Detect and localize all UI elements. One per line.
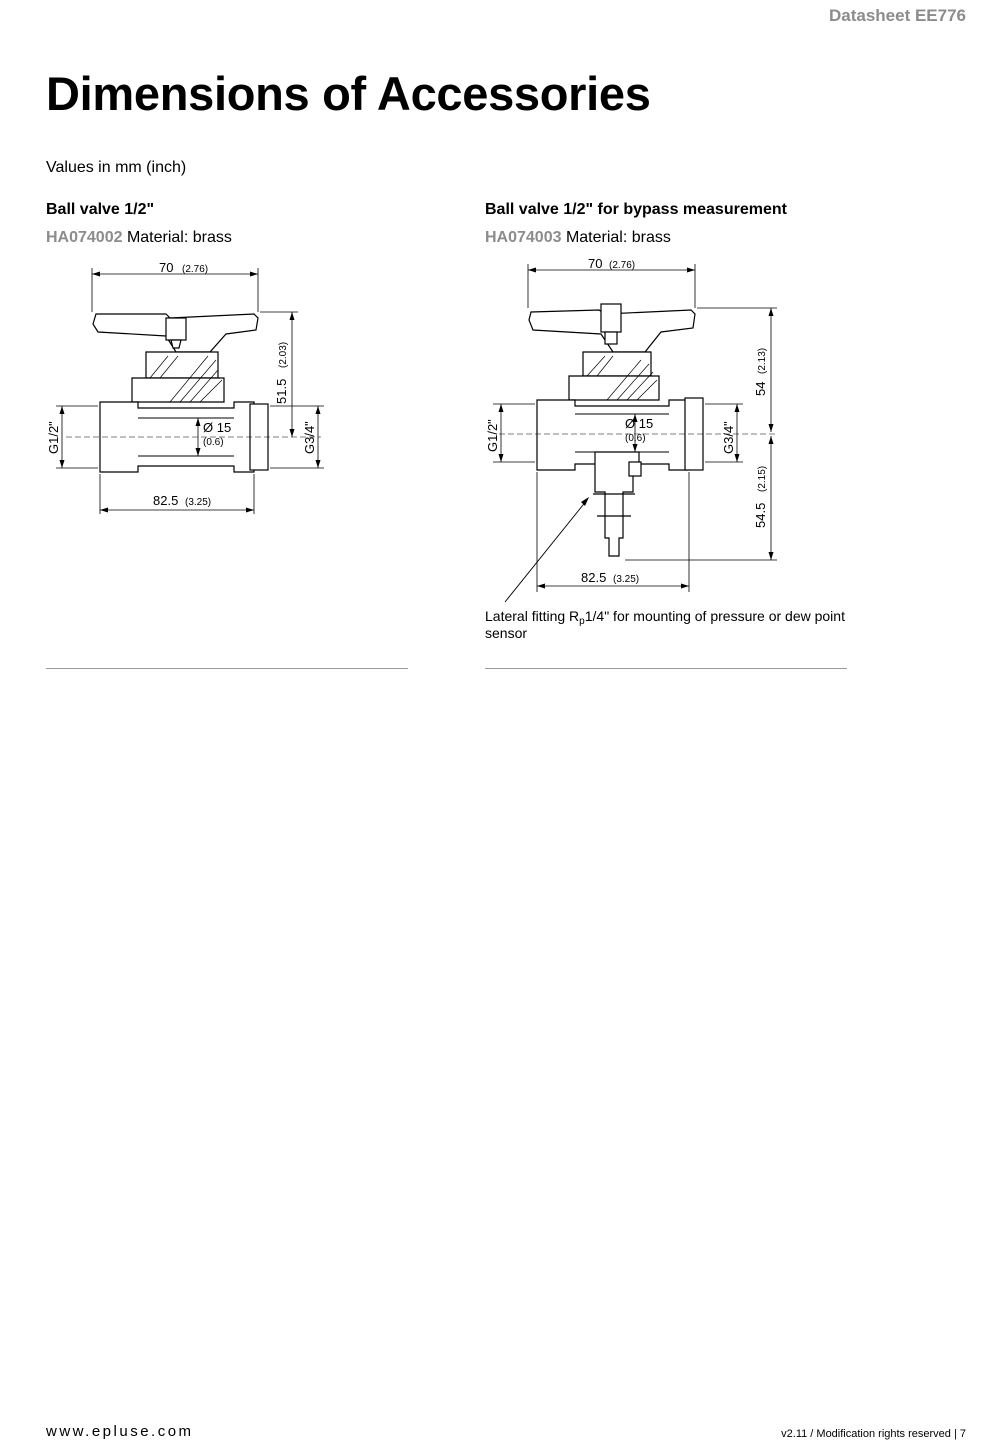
- part-number: HA074002: [46, 229, 123, 246]
- dim-width-top-inch: (2.76): [609, 260, 636, 271]
- units-note: Values in mm (inch): [46, 159, 187, 176]
- dim-width-top: 70: [159, 260, 174, 275]
- dim-length: 82.5: [153, 493, 179, 508]
- section-divider: [485, 668, 847, 669]
- dim-bore: Ø 15: [625, 416, 654, 431]
- material-text: Material: brass: [122, 229, 232, 246]
- ball-valve-drawing: [46, 256, 346, 536]
- document-header-title: Datasheet EE776: [828, 6, 966, 25]
- dim-width-top-inch: (2.76): [182, 264, 209, 275]
- lateral-fitting-caption: [485, 608, 847, 642]
- caption-text-end: 1/4" for mounting of pressure or dew point sensor: [485, 608, 845, 641]
- dim-thread-right: G3/4": [302, 421, 317, 454]
- dim-height-bottom: 54.5: [753, 502, 768, 528]
- footer-version-info: v2.11 / Modification rights reserved | 7: [781, 1428, 966, 1440]
- section-title: Ball valve 1/2" for bypass measurement: [485, 201, 787, 218]
- dim-height-bottom-inch: (2.15): [757, 465, 768, 492]
- section-bypass-ball-valve: [485, 200, 847, 641]
- dim-height: 51.5: [274, 378, 289, 404]
- material-text: Material: brass: [561, 229, 671, 246]
- part-info: [46, 228, 408, 250]
- dim-height-inch: (2.03): [278, 341, 289, 368]
- dim-height-top-inch: (2.13): [757, 347, 768, 374]
- dim-height-top: 54: [753, 381, 768, 396]
- dim-bore-inch: (0.6): [203, 437, 224, 448]
- dim-bore-inch: (0.6): [625, 433, 646, 444]
- section-title: Ball valve 1/2": [46, 201, 155, 218]
- page-title: Dimensions of Accessories: [46, 67, 651, 120]
- dim-thread-left: G1/2": [485, 419, 500, 452]
- part-info: [485, 228, 847, 250]
- caption-text: Lateral fitting R: [485, 608, 580, 624]
- footer-website[interactable]: www.epluse.com: [46, 1423, 194, 1440]
- dim-bore: Ø 15: [203, 420, 232, 435]
- dim-length-inch: (3.25): [185, 497, 212, 508]
- dim-thread-right: G3/4": [721, 421, 736, 454]
- dim-length: 82.5: [581, 570, 607, 585]
- part-number: HA074003: [485, 229, 562, 246]
- dim-thread-left: G1/2": [46, 421, 61, 454]
- section-divider: [46, 668, 408, 669]
- caption-subscript: p: [579, 616, 585, 627]
- dim-length-inch: (3.25): [613, 574, 640, 585]
- section-ball-valve: [46, 200, 408, 508]
- bypass-ball-valve-drawing: [485, 256, 805, 606]
- dim-width-top: 70: [588, 256, 603, 271]
